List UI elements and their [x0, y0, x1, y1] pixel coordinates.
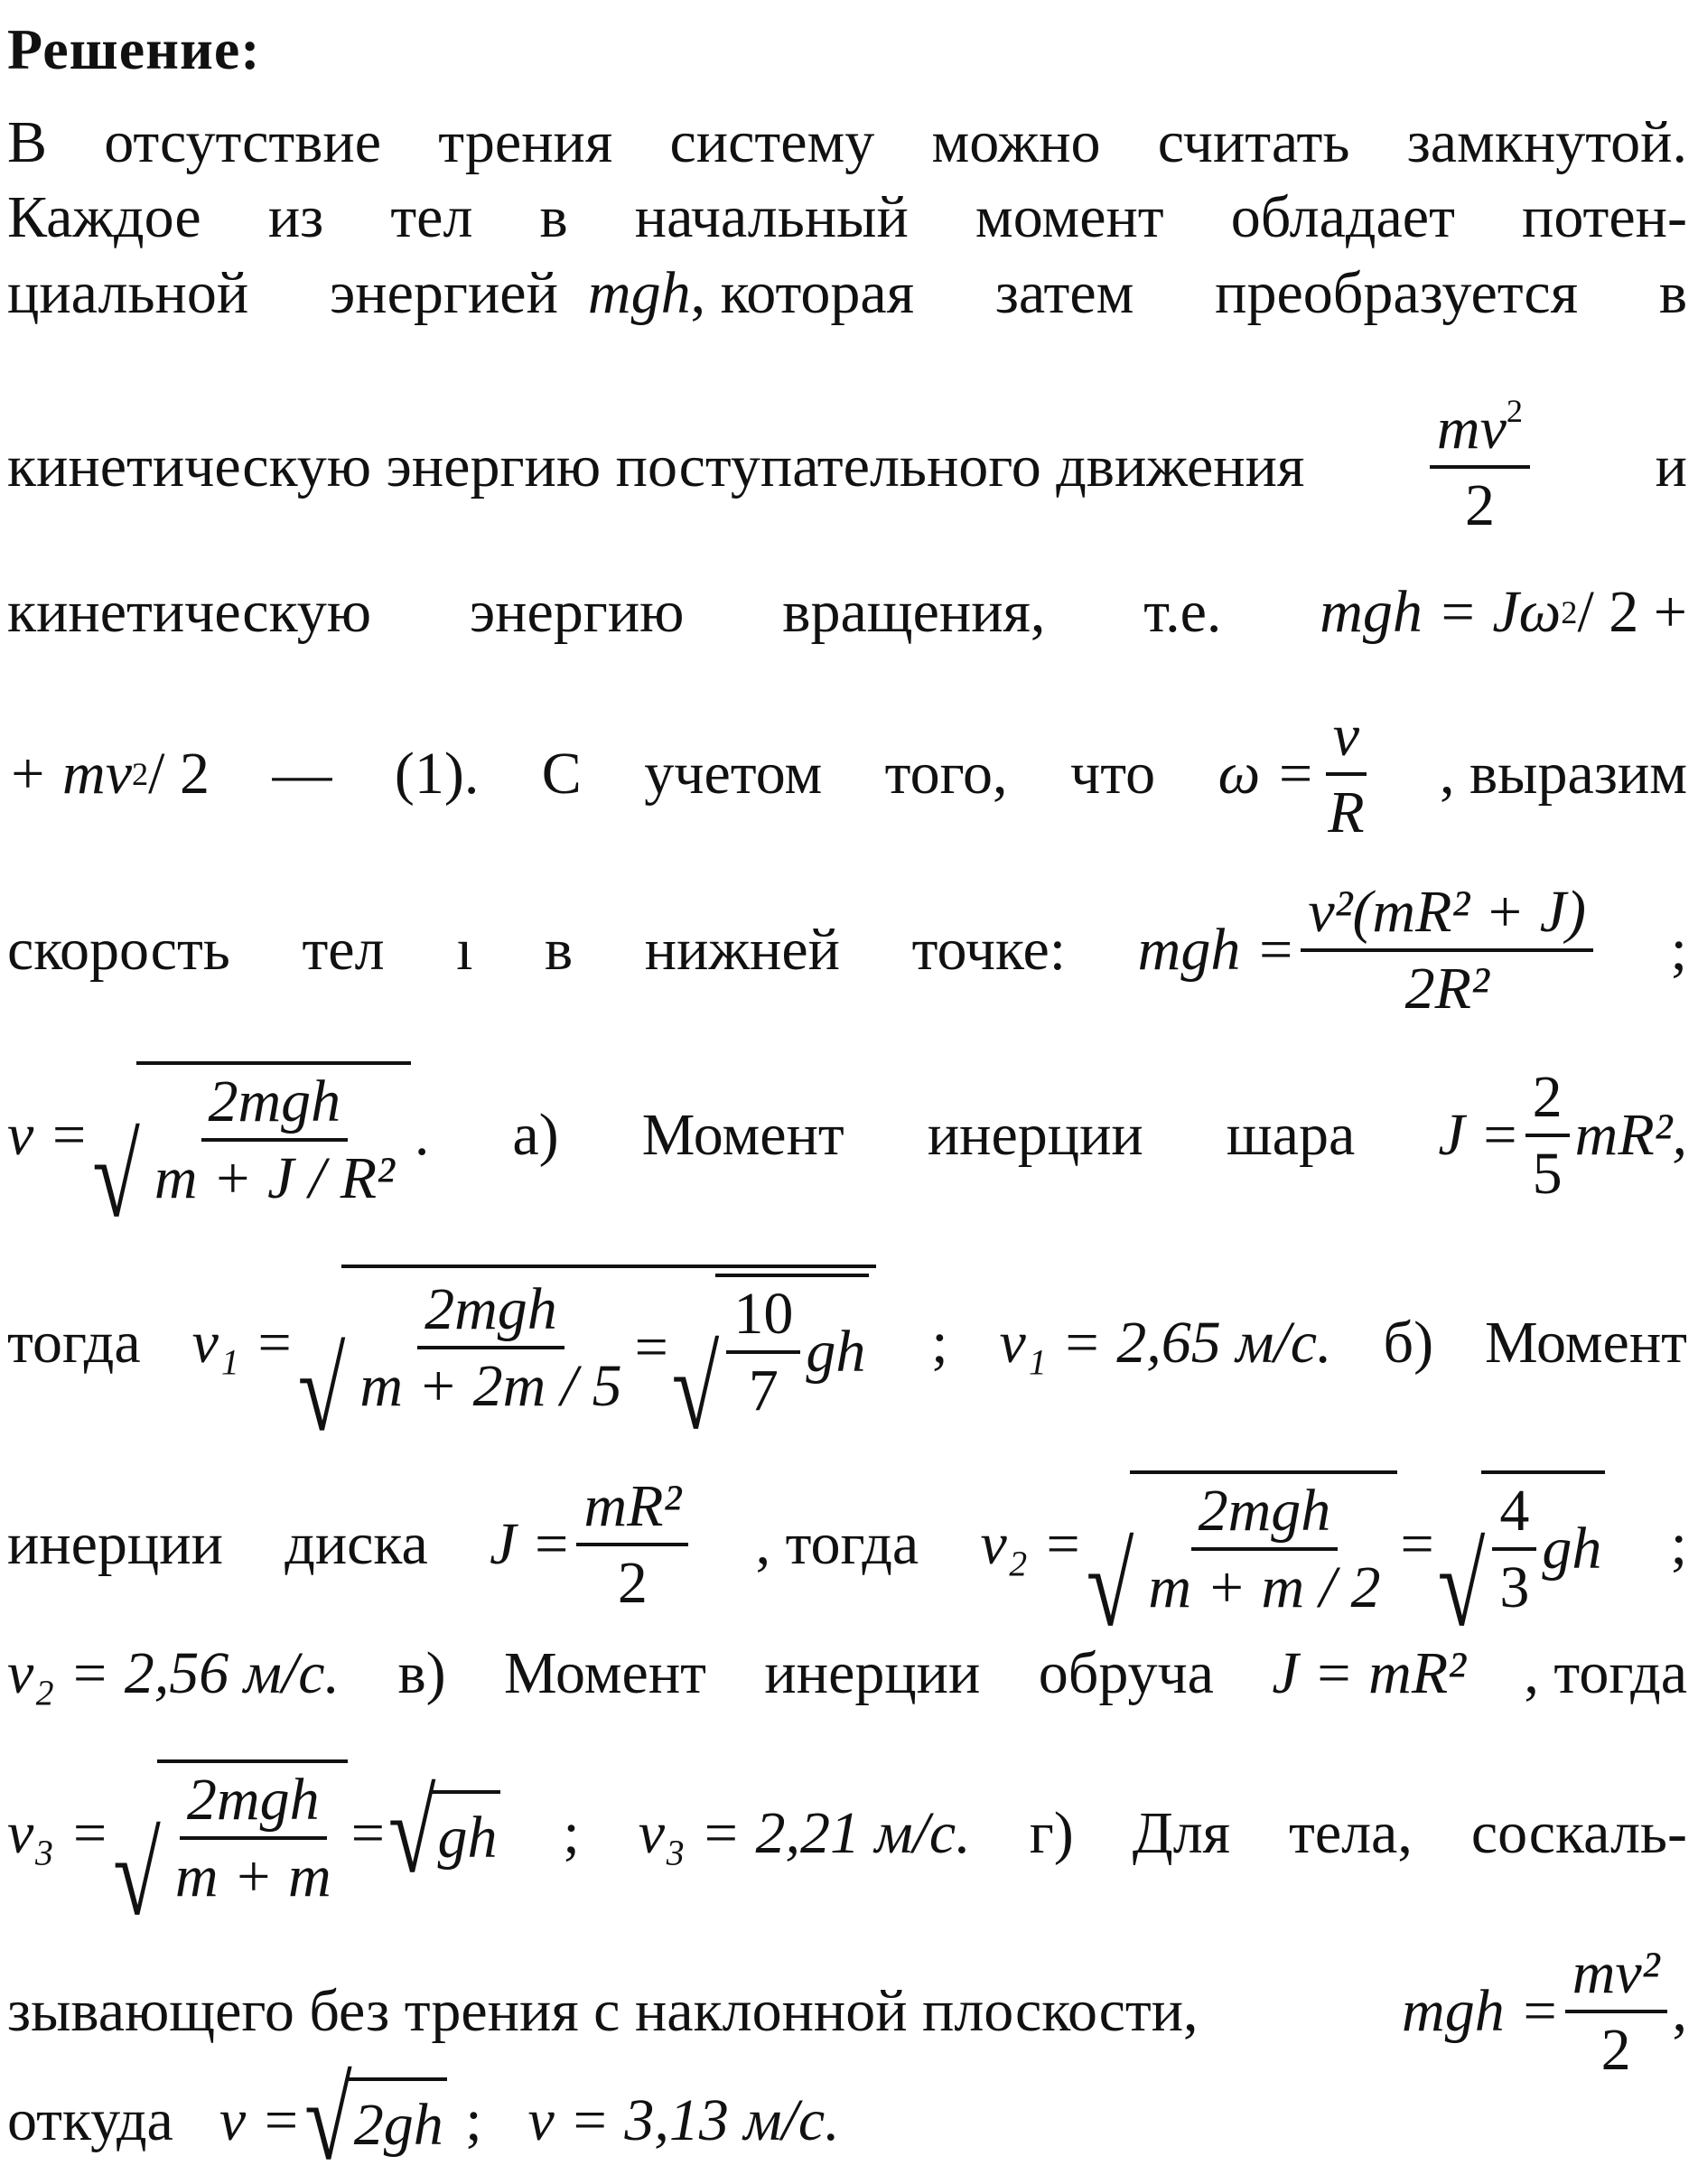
square-root: [1086, 1470, 1397, 1651]
word: ;: [931, 1310, 948, 1377]
word: (1).: [394, 741, 480, 807]
word: можно: [931, 109, 1101, 175]
text-line-2: [7, 184, 1687, 250]
word: начальный: [634, 184, 909, 250]
fraction-numerator: 4: [1492, 1479, 1536, 1551]
sphere-inertia-formula: [1438, 1066, 1687, 1206]
fraction-denominator: m + J / R²: [154, 1145, 395, 1212]
hoop-inertia-formula: J = mR²: [1272, 1640, 1466, 1706]
hoop-speed-formula: [7, 1759, 504, 1940]
math-text: mv: [1436, 396, 1507, 462]
text-line-9: [7, 1265, 1687, 1455]
radical-sign-icon: √: [387, 1768, 436, 1898]
word: , тогда: [755, 1511, 919, 1578]
exponent: 2: [1506, 392, 1524, 429]
fraction-numerator: 2mgh: [417, 1278, 564, 1349]
fraction-denominator: 2: [617, 1550, 648, 1617]
word: , которая: [690, 260, 915, 326]
radical-sign-icon: √: [1086, 1521, 1134, 1651]
fraction: [352, 1278, 629, 1418]
radicand: 2gh: [349, 2077, 447, 2164]
word: тел: [302, 917, 385, 984]
text-line-10: [7, 1470, 1687, 1651]
fraction-numerator: [1430, 392, 1530, 469]
radicand: [341, 1265, 876, 1454]
text-line-1: [7, 109, 1687, 175]
radical-sign-icon: √: [671, 1324, 720, 1454]
math-text: J =: [490, 1511, 572, 1578]
word: скорость: [7, 917, 230, 984]
math-text: / 2: [148, 741, 210, 807]
square-root: [387, 1768, 501, 1898]
word: т.е.: [1143, 579, 1222, 645]
word: что: [1070, 741, 1156, 807]
fraction-denominator: 3: [1499, 1554, 1530, 1621]
word: Момент: [641, 1102, 844, 1169]
fraction-denominator: 5: [1532, 1141, 1563, 1208]
result-v2: v₂ = 2,56 м/с.: [7, 1640, 341, 1706]
text-line-12: [7, 1759, 1687, 1940]
radicand: [1481, 1470, 1605, 1619]
word: момент: [975, 184, 1164, 250]
word: Момент: [504, 1640, 707, 1706]
result-v: v = 3,13 м/с.: [527, 2086, 840, 2153]
radical-sign-icon: √: [297, 1325, 346, 1455]
fraction-denominator: 7: [748, 1358, 779, 1424]
radical-sign-icon: √: [304, 2055, 352, 2184]
math-text: gh: [1542, 1516, 1602, 1582]
sliding-speed-formula: [219, 2055, 451, 2184]
square-root: [1437, 1470, 1606, 1651]
math-text: =: [350, 1800, 385, 1867]
radical-sign-icon: √: [113, 1810, 161, 1940]
speed-general-formula: [7, 1061, 430, 1242]
angular-velocity-formula: [1218, 705, 1377, 845]
word: г): [1029, 1800, 1074, 1867]
word: обруча: [1038, 1640, 1214, 1706]
word: диска: [285, 1511, 428, 1578]
word: С: [541, 741, 582, 807]
solution-heading: Решение:: [7, 17, 261, 81]
fraction-numerator: mR²: [576, 1475, 688, 1546]
word: из: [267, 184, 324, 250]
square-root: [671, 1274, 870, 1454]
word: тела,: [1288, 1800, 1413, 1867]
speed-equation: [1138, 881, 1599, 1021]
word: инерции: [927, 1102, 1143, 1169]
square-root: [92, 1061, 410, 1242]
sliding-body-equation: [1402, 1942, 1687, 2082]
math-text: / 2 +: [1577, 579, 1687, 645]
fraction: [168, 1769, 339, 1909]
word: вращения,: [782, 579, 1046, 645]
fraction: [1301, 881, 1593, 1021]
word: —: [272, 741, 332, 807]
fraction: [1565, 1942, 1667, 2082]
translational-kinetic-energy: [1424, 392, 1535, 539]
fraction-denominator: 2: [1464, 472, 1495, 539]
fraction-denominator: 2R²: [1404, 956, 1489, 1022]
word: в: [539, 184, 568, 250]
word: ı: [456, 917, 473, 984]
word: ;: [465, 2086, 482, 2153]
disk-inertia-formula: [490, 1475, 694, 1615]
radicand: [157, 1759, 348, 1909]
radical-sign-icon: √: [92, 1112, 140, 1242]
math-text: J =: [1438, 1102, 1520, 1169]
word: а): [512, 1102, 559, 1169]
fraction-numerator: 2mgh: [180, 1769, 327, 1840]
word: трения: [438, 109, 613, 175]
math-text: v =: [7, 1102, 89, 1169]
math-text: mgh = Jω: [1320, 579, 1562, 645]
square-root: [297, 1265, 877, 1455]
fraction: [1320, 705, 1371, 845]
fraction-denominator: 2: [1600, 2017, 1631, 2084]
math-text: v =: [219, 2086, 302, 2153]
word: систему: [669, 109, 875, 175]
math-text: =: [1400, 1511, 1434, 1578]
math-text: v₃ =: [7, 1800, 110, 1867]
fraction-denominator: m + m / 2: [1148, 1554, 1381, 1621]
radicand: [715, 1274, 869, 1423]
energy-equation: mgh = Jω 2 / 2 +: [1320, 579, 1687, 645]
math-text: mgh =: [1402, 1978, 1560, 2045]
text-line-14: [7, 2055, 1687, 2184]
word: тел: [390, 184, 473, 250]
text-line-11: [7, 1640, 1687, 1706]
word: затем: [994, 260, 1134, 326]
square-root: [304, 2055, 447, 2184]
word: циальной: [7, 260, 249, 326]
square-root: [113, 1759, 347, 1940]
fraction-numerator: 10: [726, 1283, 800, 1354]
radicand: [136, 1061, 411, 1210]
word: ;: [1670, 1511, 1687, 1578]
fraction-numerator: 2mgh: [1191, 1479, 1339, 1551]
word: ;: [1670, 917, 1687, 984]
radical-sign-icon: √: [1437, 1521, 1486, 1651]
sphere-speed-formula: [191, 1265, 881, 1455]
math-text: ,: [1672, 1978, 1687, 2045]
word: того,: [884, 741, 1008, 807]
fraction: [726, 1283, 800, 1423]
word: В: [7, 109, 48, 175]
word: обладает: [1230, 184, 1455, 250]
word: отсутствие: [104, 109, 382, 175]
fraction-numerator: 2: [1525, 1066, 1570, 1137]
fraction: [1430, 392, 1530, 539]
word: ;: [563, 1800, 580, 1867]
text-line-8: [7, 1061, 1687, 1242]
disk-speed-formula: [980, 1470, 1609, 1651]
text-segment: кинетическую энергию поступательного движения: [7, 434, 1305, 500]
fraction: [1492, 1479, 1536, 1619]
fraction-denominator: R: [1328, 779, 1365, 846]
word: преобразуется: [1215, 260, 1579, 326]
word: Для: [1132, 1800, 1231, 1867]
text-line-3: [7, 260, 1687, 326]
fraction: [576, 1475, 688, 1615]
word: нижней: [644, 917, 840, 984]
word: , выразим: [1440, 741, 1687, 807]
word: откуда: [7, 2086, 173, 2153]
fraction: [1141, 1479, 1387, 1619]
math-text: ω =: [1218, 741, 1316, 807]
math-mgh: mgh: [587, 260, 691, 326]
word: энергией: [329, 260, 558, 326]
math-text: =: [634, 1314, 668, 1381]
result-v1: v₁ = 2,65 м/с.: [999, 1310, 1332, 1377]
math-text: mgh =: [1137, 917, 1296, 984]
fraction-numerator: v²(mR² + J): [1301, 881, 1593, 952]
fraction-numerator: mv²: [1565, 1942, 1667, 2013]
text-segment: зывающего без трения с наклонной плоскости,: [7, 1978, 1199, 2045]
radicand: [1130, 1470, 1396, 1619]
math-text: .: [414, 1102, 430, 1169]
word: считать: [1157, 109, 1350, 175]
fraction-denominator: m + 2m / 5: [359, 1353, 622, 1420]
word: потен-: [1522, 184, 1687, 250]
text-with-math: [329, 260, 915, 326]
radicand: gh: [432, 1790, 500, 1877]
text-line-7: [7, 881, 1687, 1021]
fraction-numerator: 2mgh: [201, 1070, 349, 1142]
word: энергию: [469, 579, 685, 645]
math-text: v₁ =: [191, 1310, 294, 1377]
text-line-13: [7, 1942, 1687, 2082]
math-text: v₂ =: [980, 1511, 1083, 1578]
word: в: [545, 917, 574, 984]
fraction-numerator: v: [1326, 705, 1367, 776]
text-line-4: [7, 392, 1687, 539]
word: соскаль-: [1470, 1800, 1687, 1867]
fraction-denominator: m + m: [174, 1843, 331, 1910]
word: кинетическую: [7, 579, 372, 645]
word: в): [397, 1640, 446, 1706]
text-line-5: [7, 579, 1687, 645]
math-text: + mv: [7, 741, 132, 807]
word: Каждое: [7, 184, 201, 250]
word: в: [1658, 260, 1687, 326]
word: учетом: [644, 741, 823, 807]
text-line-6: [7, 705, 1687, 845]
word: , тогда: [1524, 1640, 1687, 1706]
word: замкнутой.: [1406, 109, 1687, 175]
math-text: gh: [806, 1319, 866, 1386]
result-v3: v₃ = 2,21 м/с.: [638, 1800, 971, 1867]
word: инерции: [7, 1511, 223, 1578]
word: инерции: [764, 1640, 981, 1706]
word: точке:: [911, 917, 1067, 984]
equation-continuation: + mv 2 / 2: [7, 741, 210, 807]
word: и: [1655, 434, 1687, 500]
math-text: mR²,: [1574, 1102, 1687, 1169]
word: Момент: [1484, 1310, 1687, 1377]
word: тогда: [7, 1310, 141, 1377]
fraction: [1525, 1066, 1570, 1206]
word: шара: [1226, 1102, 1356, 1169]
word: б): [1383, 1310, 1434, 1377]
fraction: [147, 1070, 402, 1210]
